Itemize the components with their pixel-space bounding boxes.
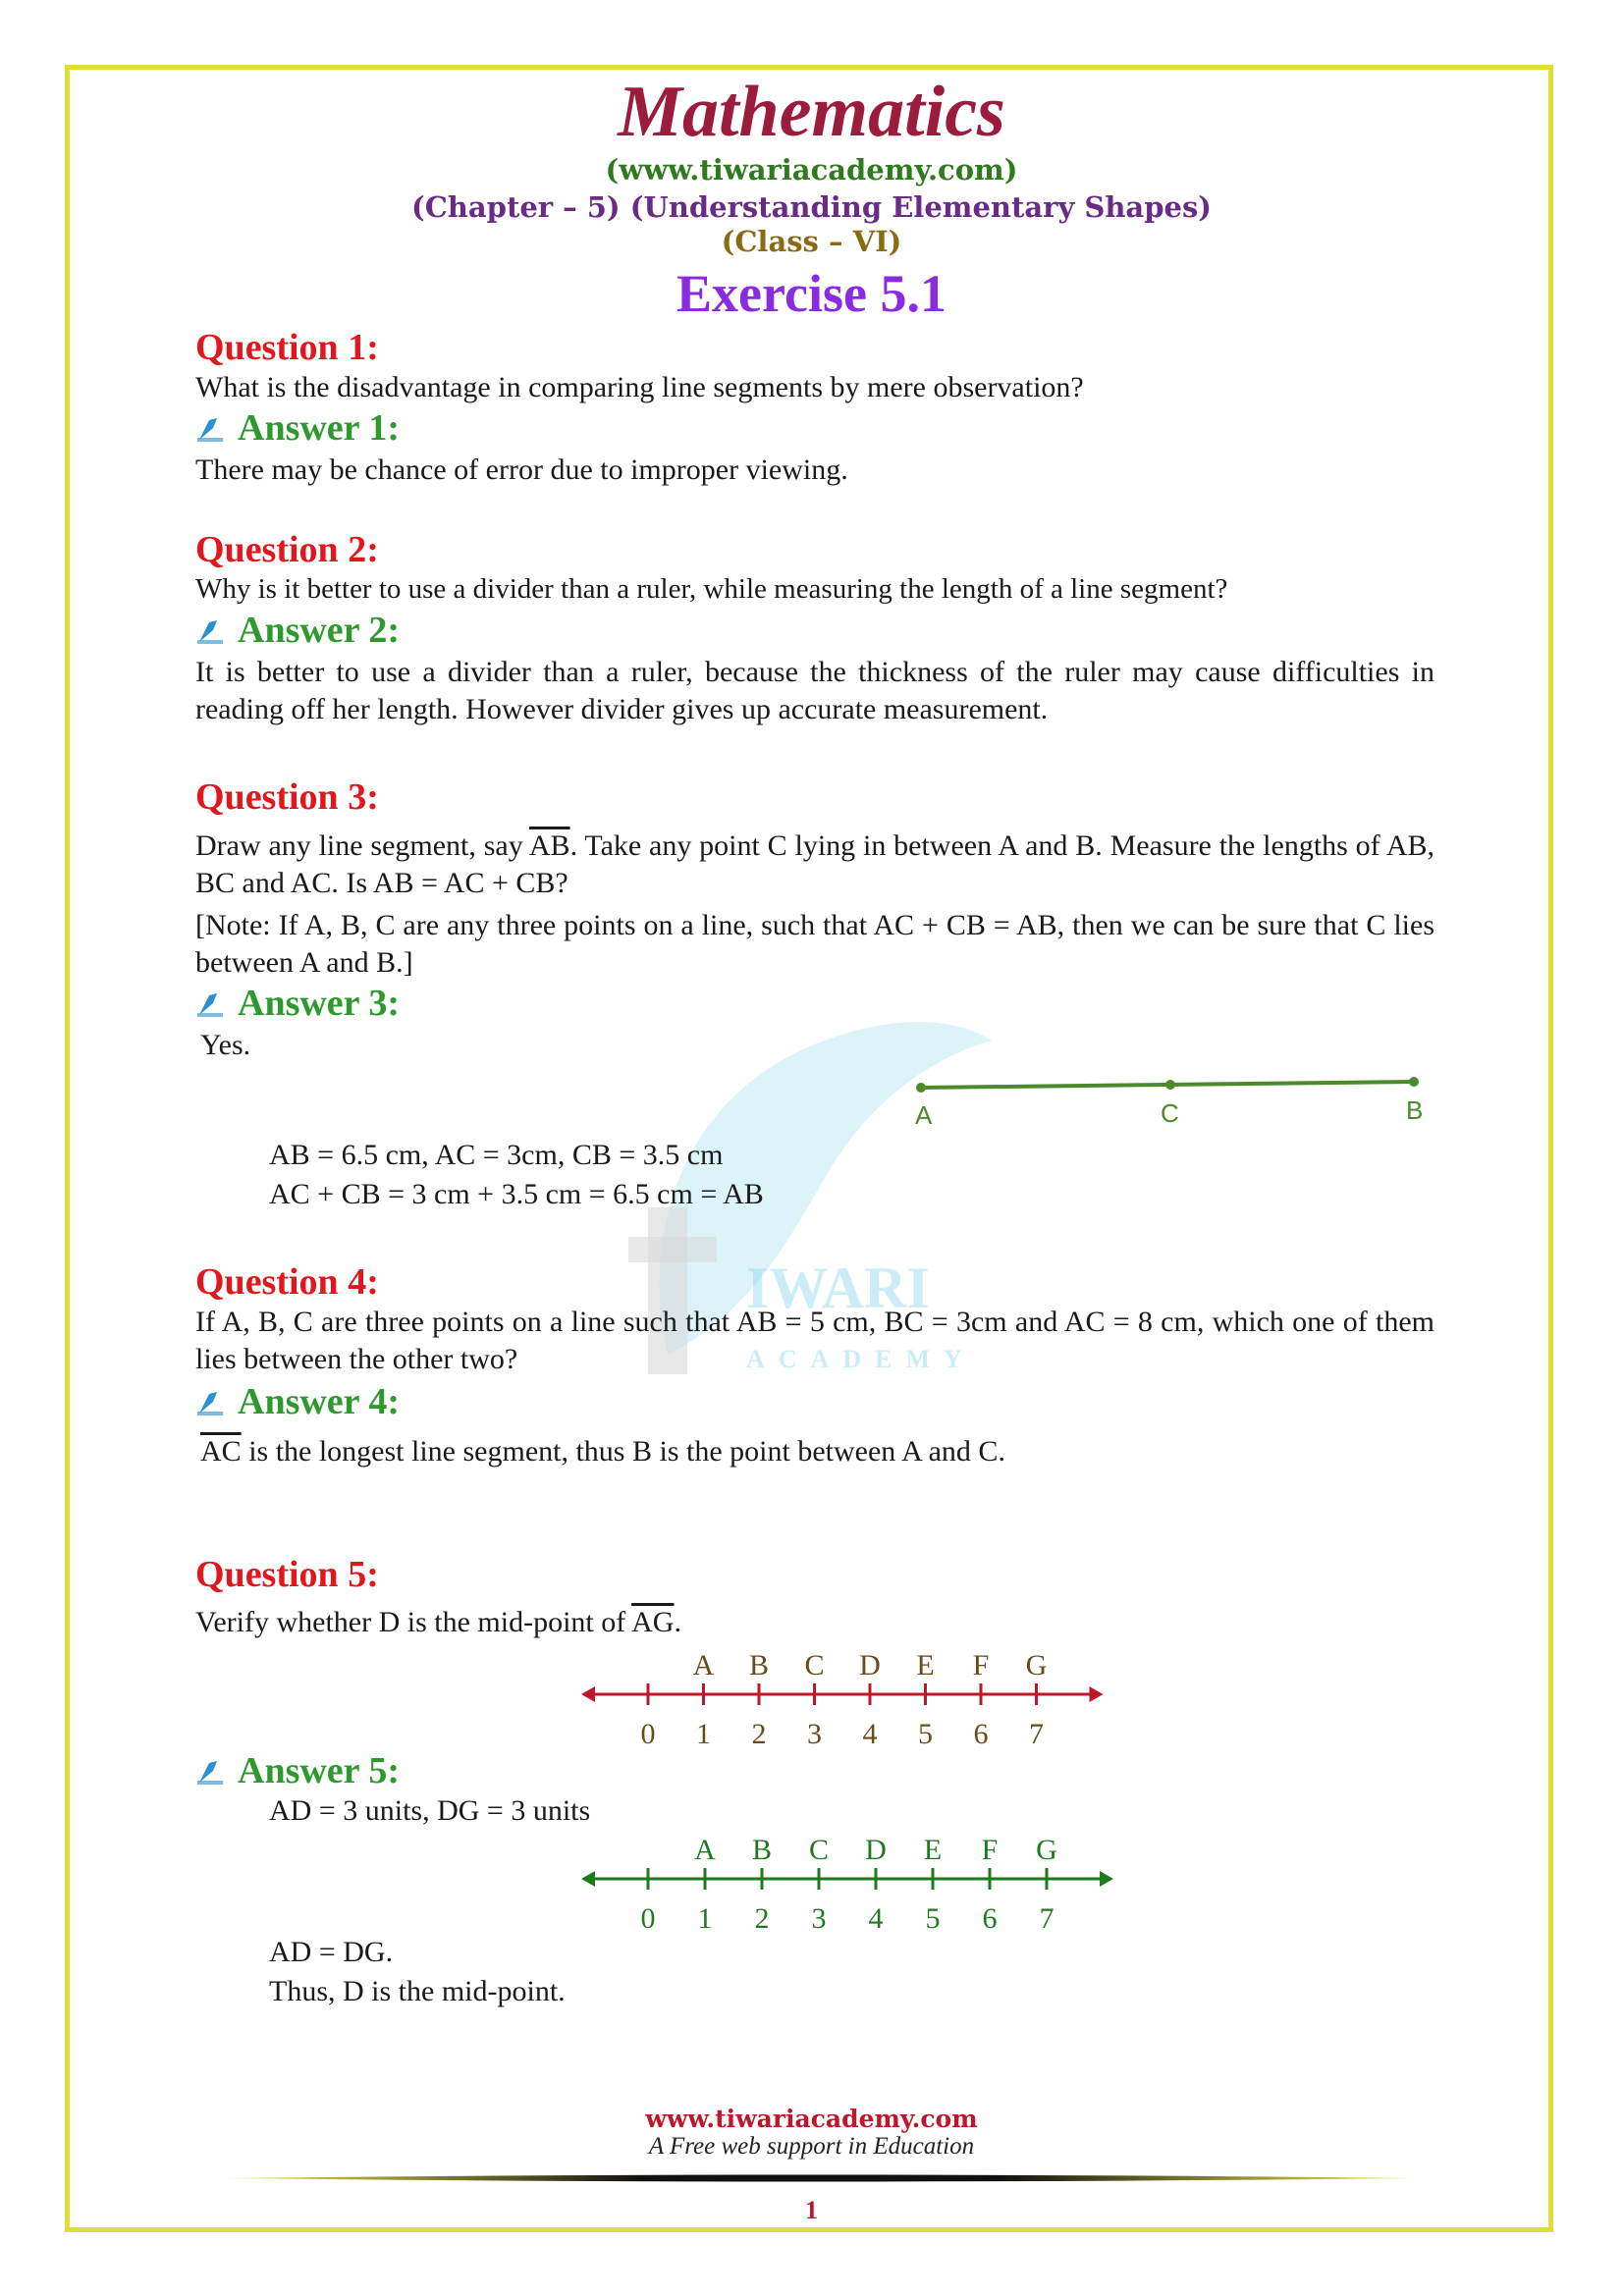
number-line-letter: C [808,1834,830,1866]
number-line-number: 4 [868,1902,884,1930]
number-line-number: 7 [1029,1718,1044,1745]
answer-1-label: Answer 1: [238,407,401,449]
point-c [1165,1080,1175,1090]
question-5-text-pre: Verify whether D is the mid-point of [195,1606,632,1638]
answer-5-calc: AD = 3 units, DG = 3 units [269,1794,591,1827]
answer-1-pen-icon [195,414,225,444]
number-line-right-arrow [1090,1686,1104,1702]
page-number: 1 [805,2196,818,2224]
segment-ag: $\overline{AG}$ [631,1606,675,1638]
number-line-letter: D [865,1834,887,1866]
answer-4-text [200,1435,1005,1468]
number-line-left-arrow [581,1871,595,1887]
number-line-number: 0 [640,1718,656,1745]
question-3-text [195,828,1434,902]
exercise-title: Exercise 5.1 [676,264,947,323]
number-line-number: 0 [640,1902,656,1930]
header-website: (www.tiwariacademy.com) [605,153,1018,187]
question-2-label: Question 2: [195,529,379,570]
answer-4-pen-icon [195,1388,225,1417]
number-line-number: 7 [1039,1902,1055,1930]
answer-2-label: Answer 2: [238,610,401,651]
question-5-text [195,1606,681,1639]
point-b-label: B [1406,1095,1424,1125]
number-line-letter: C [804,1649,825,1682]
number-line-number: 2 [751,1718,767,1745]
segment-ac: $\overline{AC}$ [200,1435,242,1468]
answer-5-conclusion-1: AD = DG. [269,1936,394,1968]
answer-4-label: Answer 4: [238,1381,401,1422]
answer-3-text: Yes. [200,1029,251,1061]
question-3-note: [Note: If A, B, C are any three points on a line, such that AC + CB = AB, then we can be sure that C lies between A and B.] [195,909,1434,979]
number-line-letter: B [748,1649,770,1682]
answer-5-pen-icon [195,1757,225,1787]
number-line-letter: B [751,1834,773,1866]
number-line-number: 4 [862,1718,878,1745]
answer-3-pen-icon [195,989,225,1019]
answer-4-text-body: is the longest line segment, thus B is the point between A and C. [241,1435,1005,1468]
question-1-label: Question 1: [195,327,379,368]
footer-url[interactable]: www.tiwariacademy.com [645,2105,978,2133]
point-b [1409,1077,1419,1087]
answer-3-calc-2: AC + CB = 3 cm + 3.5 cm = 6.5 cm = AB [269,1178,764,1210]
point-a [916,1083,926,1093]
point-c-label: C [1161,1098,1179,1128]
number-line-number: 1 [696,1718,711,1745]
number-line-letter: F [981,1834,999,1866]
answer-3-calc-1: AB = 6.5 cm, AC = 3cm, CB = 3.5 cm [269,1139,724,1171]
segment-ab: $\overline{AB}$ [528,829,570,862]
answer-5-label: Answer 5: [238,1750,401,1791]
question-4-text: If A, B, C are three points on a line such that AB = 5 cm, BC = 3cm and AC = 8 cm, which one of them lies between the other two? [195,1306,1434,1375]
number-line-number: 3 [807,1718,822,1745]
number-line-answer [569,1822,1129,1930]
number-line-number: 5 [918,1718,933,1745]
number-line-number: 6 [982,1902,998,1930]
answer-1-text: There may be chance of error due to improper viewing. [195,454,848,486]
number-line-letter: F [972,1649,990,1682]
number-line-question [569,1637,1119,1745]
question-2-text: Why is it better to use a divider than a ruler, while measuring the length of a line segment? [195,573,1228,605]
question-1-text: What is the disadvantage in comparing line segments by mere observation? [195,371,1084,403]
number-line-letter: E [916,1649,935,1682]
number-line-letter: D [859,1649,881,1682]
answer-2-text: It is better to use a divider than a ruler, because the thickness of the ruler may cause difficulties in reading off her length. However divider gives up accurate measurement. [195,656,1434,725]
question-3-text-post: . Take any point C lying in between A and B. Measure the lengths of AB, BC and AC. Is AB = AC + CB? [195,829,1434,899]
footer-divider [226,2171,1414,2185]
question-4-label: Question 4: [195,1261,379,1303]
watermark-subtext: ACADEMY [746,1345,976,1373]
number-line-letter: A [694,1834,716,1866]
header-chapter: (Chapter – 5) (Understanding Elementary Shapes) [410,190,1213,224]
question-5-text-post: . [674,1606,681,1638]
number-line-number: 5 [925,1902,941,1930]
header-class: (Class – VI) [721,225,902,258]
number-line-letter: G [1036,1834,1057,1866]
answer-5-conclusion-2: Thus, D is the mid-point. [269,1975,566,2007]
number-line-number: 1 [697,1902,713,1930]
number-line-letter: A [692,1649,715,1682]
answer-3-label: Answer 3: [238,983,401,1024]
number-line-number: 2 [754,1902,770,1930]
question-3-label: Question 3: [195,776,379,818]
point-a-label: A [915,1100,933,1130]
number-line-right-arrow [1100,1871,1113,1887]
answer-2-pen-icon [195,616,225,646]
footer-tagline: A Free web support in Education [648,2133,975,2160]
number-line-letter: G [1025,1649,1048,1682]
segment-abc-figure [903,1065,1434,1144]
question-5-label: Question 5: [195,1554,379,1595]
question-3-text-pre: Draw any line segment, say [195,829,529,862]
number-line-left-arrow [581,1686,595,1702]
number-line-number: 3 [811,1902,827,1930]
page-title: Mathematics [618,72,1005,152]
number-line-number: 6 [973,1718,989,1745]
watermark-text: IWARI [746,1255,930,1320]
number-line-letter: E [923,1834,943,1866]
